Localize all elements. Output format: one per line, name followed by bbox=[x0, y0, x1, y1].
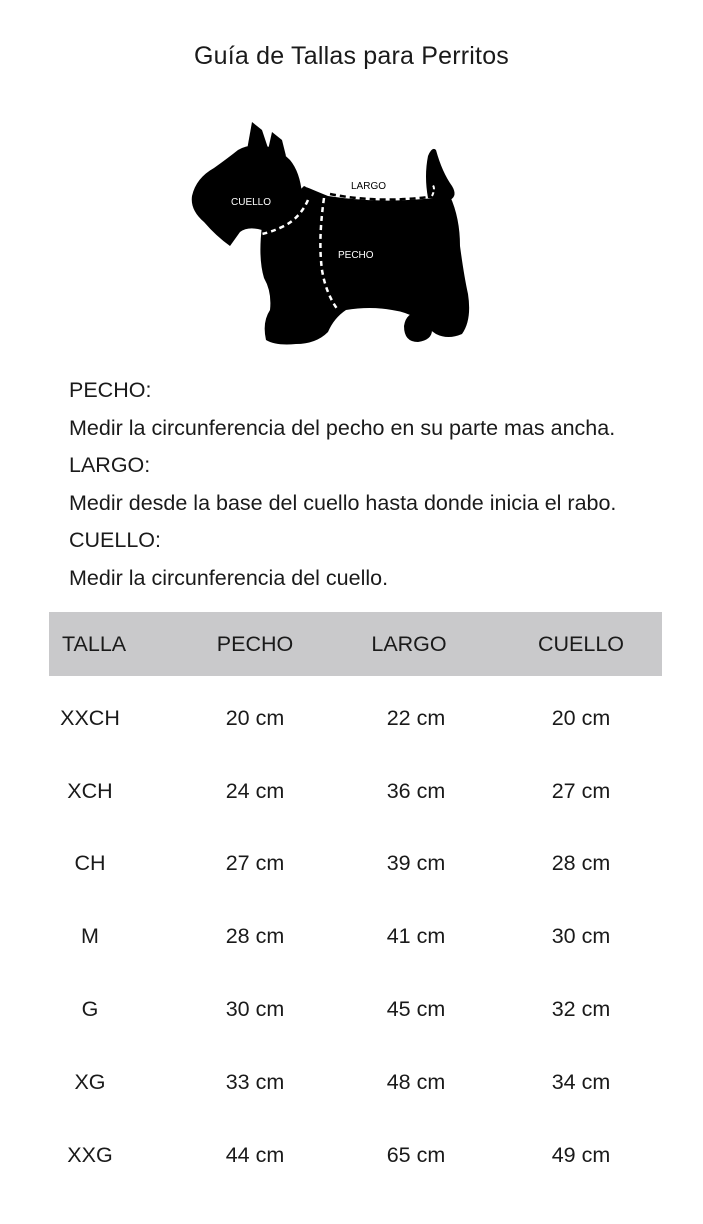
column-header-cuello: CUELLO bbox=[537, 632, 625, 656]
instruction-text-largo: Medir desde la base del cuello hasta donde inicia el rabo. bbox=[69, 490, 617, 515]
table-cell-talla: XXCH bbox=[60, 706, 120, 730]
table-cell-talla: G bbox=[81, 997, 99, 1021]
table-cell-largo: 22 cm bbox=[386, 706, 446, 730]
table-cell-pecho: 28 cm bbox=[225, 924, 285, 948]
column-header-pecho: PECHO bbox=[216, 632, 294, 656]
page-title: Guía de Tallas para Perritos bbox=[193, 42, 510, 70]
table-cell-pecho: 30 cm bbox=[225, 997, 285, 1021]
column-header-talla: TALLA bbox=[62, 632, 127, 656]
table-cell-pecho: 20 cm bbox=[225, 706, 285, 730]
instruction-text-cuello: Medir la circunferencia del cuello. bbox=[69, 565, 389, 590]
table-cell-cuello: 27 cm bbox=[551, 779, 611, 803]
table-cell-pecho: 44 cm bbox=[225, 1143, 285, 1167]
table-cell-cuello: 49 cm bbox=[551, 1143, 611, 1167]
table-cell-pecho: 27 cm bbox=[225, 851, 285, 875]
table-cell-largo: 65 cm bbox=[386, 1143, 446, 1167]
largo-label: LARGO bbox=[351, 181, 387, 192]
table-cell-cuello: 28 cm bbox=[551, 851, 611, 875]
table-cell-talla: M bbox=[81, 924, 99, 948]
table-cell-largo: 41 cm bbox=[386, 924, 446, 948]
table-cell-cuello: 30 cm bbox=[551, 924, 611, 948]
pecho-label: PECHO bbox=[338, 250, 374, 261]
instruction-heading-largo: LARGO: bbox=[69, 453, 151, 477]
table-cell-largo: 48 cm bbox=[386, 1070, 446, 1094]
instruction-text-pecho: Medir la circunferencia del pecho en su parte mas ancha. bbox=[69, 415, 616, 440]
dog-silhouette-icon bbox=[180, 110, 490, 350]
table-cell-largo: 36 cm bbox=[386, 779, 446, 803]
table-cell-cuello: 34 cm bbox=[551, 1070, 611, 1094]
table-cell-largo: 45 cm bbox=[386, 997, 446, 1021]
table-cell-pecho: 33 cm bbox=[225, 1070, 285, 1094]
cuello-label: CUELLO bbox=[231, 197, 272, 208]
table-cell-talla: XCH bbox=[67, 779, 113, 803]
measurement-instructions bbox=[69, 372, 689, 597]
table-cell-cuello: 32 cm bbox=[551, 997, 611, 1021]
instruction-heading-cuello: CUELLO: bbox=[69, 528, 162, 552]
table-cell-pecho: 24 cm bbox=[225, 779, 285, 803]
column-header-largo: LARGO bbox=[371, 632, 447, 656]
table-cell-talla: CH bbox=[74, 851, 106, 875]
table-cell-talla: XXG bbox=[67, 1143, 113, 1167]
instruction-heading-pecho: PECHO: bbox=[69, 378, 152, 402]
table-cell-cuello: 20 cm bbox=[551, 706, 611, 730]
table-cell-talla: XG bbox=[74, 1070, 106, 1094]
table-cell-largo: 39 cm bbox=[386, 851, 446, 875]
